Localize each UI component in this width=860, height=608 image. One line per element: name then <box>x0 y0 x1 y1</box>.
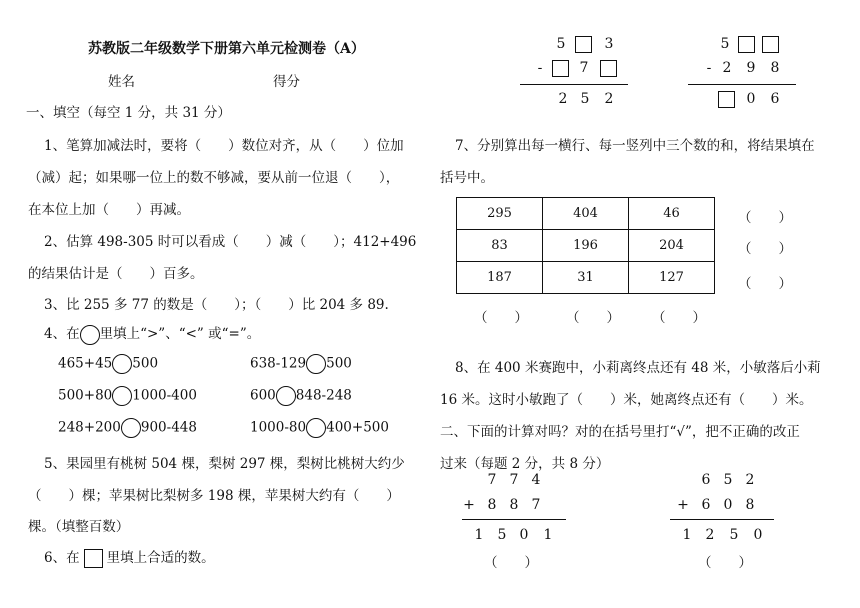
missing-digit-box[interactable] <box>552 60 569 77</box>
compare-item: 600 848-248 <box>250 386 352 406</box>
answer-circle[interactable] <box>121 418 141 438</box>
q4-prefix: 4、在 <box>44 326 80 342</box>
row-sum-blank[interactable]: （ ） <box>738 241 792 257</box>
page-title: 苏教版二年级数学下册第六单元检测卷（A） <box>88 41 365 57</box>
q2-line1: 2、估算 498-305 时可以看成（ ）减（ ）；412+496 <box>44 234 417 250</box>
q3-text: 3、比 255 多 77 的数是（ ）；（ ）比 204 多 89. <box>44 297 389 313</box>
q1-line1: 1、笔算加减法时，要将（ ）数位对齐，从（ ）位加 <box>44 138 404 154</box>
compare-item: 638-129 500 <box>250 354 352 374</box>
section2-heading: 二、下面的计算对吗？对的在括号里打“√”，把不正确的改正 <box>440 424 800 440</box>
q1-line3: 在本位上加（ ）再减。 <box>28 202 190 218</box>
missing-digit-box[interactable] <box>575 36 592 53</box>
col-sum-blank[interactable]: （ ） <box>566 310 620 326</box>
q1-line2: （减）起；如果哪一位上的数不够减，要从前一位退（ ）， <box>28 170 400 186</box>
q5-line1: 5、果园里有桃树 504 棵，梨树 297 棵，梨树比桃树大约少 <box>44 456 405 472</box>
sum-grid <box>456 197 715 294</box>
missing-digit-box[interactable] <box>718 91 735 108</box>
answer-circle[interactable] <box>276 386 296 406</box>
check-blank[interactable]: （ ） <box>698 555 752 571</box>
grid-cell: 83 <box>457 230 543 262</box>
section2-subheading: 过来（每题 2 分，共 8 分） <box>440 456 610 472</box>
answer-circle[interactable] <box>306 418 326 438</box>
sum-line <box>520 84 628 85</box>
grid-cell: 187 <box>457 262 543 294</box>
grid-cell: 404 <box>543 198 629 230</box>
section1-heading: 一、填空（每空 1 分，共 31 分） <box>26 105 231 121</box>
compare-item: 465+45 500 <box>58 354 158 374</box>
compare-item: 248+200 900-448 <box>58 418 197 438</box>
sum-line <box>462 519 566 520</box>
score-label: 得分 <box>273 74 300 90</box>
q4-instruction <box>44 322 260 345</box>
q2-line2: 的结果估计是（ ）百多。 <box>28 266 204 282</box>
q5-line2: （ ）棵；苹果树比梨树多 198 棵，苹果树大约有（ ） <box>28 488 400 504</box>
sum-line <box>688 84 796 85</box>
missing-digit-box[interactable] <box>600 60 617 77</box>
plus-sign: + <box>677 497 689 513</box>
q7-line2: 括号中。 <box>440 170 494 186</box>
check-blank[interactable]: （ ） <box>484 555 538 571</box>
q4-suffix: 里填上“>”、“<” 或“=”。 <box>99 326 261 342</box>
q8-line1: 8、在 400 米赛跑中，小莉离终点还有 48 米，小敏落后小莉 <box>455 360 821 376</box>
missing-digit-box[interactable] <box>762 36 779 53</box>
table-row <box>457 262 715 294</box>
grid-cell: 46 <box>629 198 715 230</box>
answer-circle[interactable] <box>112 354 132 374</box>
minus-sign: - <box>537 60 543 76</box>
q6-instruction: 6、在 里填上合适的数。 <box>44 550 215 566</box>
missing-digit-box[interactable] <box>738 36 755 53</box>
table-row <box>457 230 715 262</box>
col-sum-blank[interactable]: （ ） <box>652 310 706 326</box>
compare-item: 1000-80 400+500 <box>250 418 389 438</box>
row-sum-blank[interactable]: （ ） <box>738 276 792 292</box>
table-row <box>457 198 715 230</box>
grid-cell: 127 <box>629 262 715 294</box>
q8-line2: 16 米。这时小敏跑了（ ）米，她离终点还有（ ）米。 <box>440 392 813 408</box>
grid-cell: 295 <box>457 198 543 230</box>
col-sum-blank[interactable]: （ ） <box>474 310 528 326</box>
row-sum-blank[interactable]: （ ） <box>738 210 792 226</box>
minus-sign: - <box>706 60 712 76</box>
q5-line3: 棵。（填整百数） <box>28 519 130 535</box>
name-label: 姓名 <box>108 74 135 90</box>
answer-circle[interactable] <box>112 386 132 406</box>
grid-cell: 204 <box>629 230 715 262</box>
sum-line <box>670 519 774 520</box>
fill-box-icon <box>84 549 103 568</box>
plus-sign: + <box>463 497 475 513</box>
compare-item: 500+80 1000-400 <box>58 386 197 406</box>
compare-circle-icon <box>80 325 100 345</box>
grid-cell: 31 <box>543 262 629 294</box>
grid-cell: 196 <box>543 230 629 262</box>
answer-circle[interactable] <box>306 354 326 374</box>
q7-line1: 7、分别算出每一横行、每一竖列中三个数的和，将结果填在 <box>455 138 815 154</box>
